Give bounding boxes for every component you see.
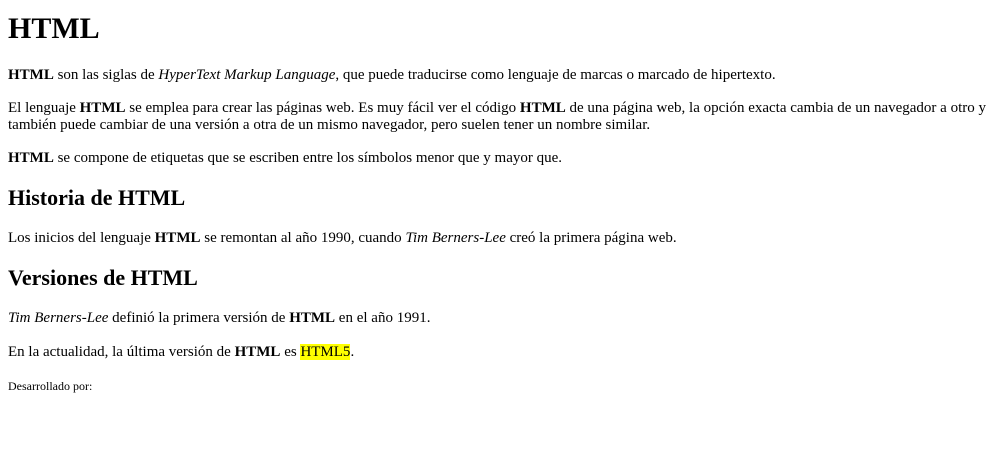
text: son las siglas de xyxy=(53,67,159,83)
page-title: HTML xyxy=(8,12,100,45)
text: . xyxy=(350,344,355,360)
text: En la actualidad, la última versión de xyxy=(8,344,235,360)
expansion-text: HyperText Markup Language xyxy=(158,67,336,83)
person-name: Tim Berners-Lee xyxy=(8,310,109,326)
text: se emplea para crear las páginas web. Es muy fácil ver el código xyxy=(125,100,520,116)
text: Los inicios del lenguaje xyxy=(8,230,155,246)
person-name: Tim Berners-Lee xyxy=(405,230,506,246)
text: de una página web, la opción exacta cambia de un navegador a otro y también puede cambiar de una versión a otra de un mismo navegador, pero suelen tener un nombre similar. xyxy=(8,100,986,133)
term-html: HTML xyxy=(79,100,126,116)
term-html: HTML xyxy=(289,310,336,326)
text: se compone de etiquetas que se escriben entre los símbolos menor que y mayor que. xyxy=(53,150,563,166)
text: , que puede traducirse como lenguaje de marcas o marcado de hipertexto. xyxy=(335,67,776,83)
first-version-paragraph xyxy=(8,310,1000,327)
text: definió la primera versión de xyxy=(108,310,290,326)
text: se remontan al año 1990, cuando xyxy=(200,230,406,246)
html5-highlight: HTML5 xyxy=(300,344,351,360)
footer-credit: Desarrollado por: xyxy=(8,379,93,393)
latest-version-paragraph xyxy=(8,344,1000,361)
text: es xyxy=(280,344,301,360)
text: en el año 1991. xyxy=(335,310,431,326)
text: El lenguaje xyxy=(8,100,80,116)
term-html: HTML xyxy=(234,344,281,360)
history-heading: Historia de HTML xyxy=(8,185,186,210)
text: creó la primera página web. xyxy=(505,230,677,246)
history-paragraph xyxy=(8,230,1000,247)
term-html: HTML xyxy=(519,100,566,116)
intro-paragraph xyxy=(8,67,1000,84)
composition-paragraph xyxy=(8,150,1000,167)
term-html: HTML xyxy=(154,230,201,246)
versions-heading: Versiones de HTML xyxy=(8,265,198,290)
term-html: HTML xyxy=(8,67,54,83)
term-html: HTML xyxy=(8,150,54,166)
usage-paragraph xyxy=(8,100,1000,134)
